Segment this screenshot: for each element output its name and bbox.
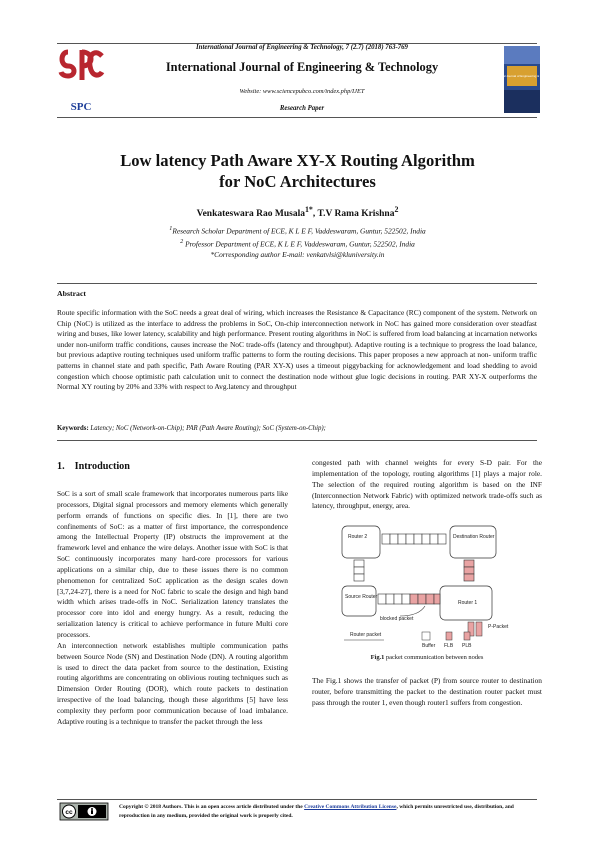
journal-citation: International Journal of Engineering & Technology, 7 (2.7) (2018) 763-769	[196, 44, 408, 51]
plb-legend-swatch	[464, 632, 470, 640]
license-link[interactable]: Creative Commons Attribution License	[304, 804, 397, 810]
cc-badge-text: cc	[65, 809, 73, 816]
paper-title-line1: Low latency Path Aware XY-X Routing Algorithm	[120, 151, 475, 170]
p-packet-label: P-Packet	[488, 624, 509, 630]
left-buffer-chain	[354, 560, 364, 581]
header-bottom-rule	[57, 117, 537, 118]
copyright-prefix: Copyright © 2018 Authors. This is an open access article distributed under the	[119, 804, 303, 810]
bottom-buffer-chain	[378, 594, 440, 604]
figure-1-diagram	[340, 524, 510, 652]
keywords-text: Latency; NoC (Network-on-Chip); PAR (Path Aware Routing); SoC (System-on-Chip);	[90, 425, 326, 432]
source-router-label: Source Router	[345, 594, 378, 600]
copyright-suffix: , which permits unrestricted use, distribution, and reproduction in any medium, provided the original work is properly cited.	[119, 804, 514, 819]
intro-paragraph-3: congested path with channel weights for every S-D pair. For the implementation of the topology, routing algorithms [1] plays a major role. The selection of the required routing algorithm is based on the INF (Interconnection Network Fabric) with optimized network trade-offs such as latency, throughput, energy, area.	[312, 458, 542, 511]
figure-1-caption-text: packet communication between nodes	[385, 654, 484, 661]
top-buffer-chain	[382, 534, 446, 544]
author-2-affiliation-mark: 2	[394, 205, 399, 214]
publisher-logo-text: SPC	[70, 101, 92, 113]
plb-column	[476, 622, 482, 636]
destination-router-box	[450, 526, 496, 558]
flb-legend-swatch	[446, 632, 452, 640]
affiliation-2-text: Professor Department of ECE, K L E F, Vaddeswaram, Guntur, 522502, India	[185, 239, 415, 249]
keywords	[57, 425, 537, 432]
section-number: 1.	[57, 461, 65, 472]
footer-rule	[57, 799, 537, 800]
section-title: Introduction	[74, 461, 130, 472]
journal-title: International Journal of Engineering & Technology	[165, 60, 439, 74]
destination-router-label: Destination Router	[453, 534, 495, 540]
affiliation-1	[60, 224, 535, 237]
affiliation-2-mark: 2	[180, 238, 184, 245]
right-column-top	[312, 458, 542, 512]
intro-paragraph-4: The Fig.1 shows the transfer of packet (P) from source router to destination router, before transmitting the packet to the destination router packet must pass through the router 1, even though router1 suffers from congestion.	[312, 676, 542, 707]
right-column-bottom	[312, 676, 542, 709]
source-router-box	[342, 586, 376, 616]
author-list: Venkateswara Rao Musala$^{1*}$, T.V Rama Krishna$^2$	[196, 205, 399, 220]
abstract-heading: Abstract	[57, 289, 87, 298]
abstract-text: Route specific information with the SoC needs a great deal of wiring, which increases the Resistance & Capacitance (RC) component of the system. Network on Chip (NoC) is utilized as the interface to address the problems in SoC, On-chip interconnection network in NoC has gained more consideration over steadfast wiring and buses, like lower latency, scalability and high performance. Present routing algorithms in NoC is suffered from load balancing at incarnation networks under non-uniform traffic conditions, causes increase the NoC trade-offs (latency and throughput). Adaptive routing is a technique to progress the load balance, but previous adaptive routing techniques used uniform traffic patterns to form the routing decisions. This paper proposes a new approach at non- uniform traffic patterns in channel state and path specific, Path Aware Routing (PAR XY-X) uses a timeout piggybacking for acknowledgement and load shedding to avoid congestion which choose optimistic path calculation unit to connect the destination node without glue logic decisions in routing. PAR XY-X outperforms the Normal XY routing by 20% and 33% with respect to Avg.latency and throughput	[57, 308, 537, 392]
author-1-affiliation-mark: 1*	[304, 205, 313, 214]
intro-paragraph-1: SoC is a sort of small scale framework that incorporates numerous parts like processors, Digital signal processors and memory elements which generally perform errands of functions on specific dies. In [1], there are two confinements of SoC: as a matter of first importance, the correspondence among the Intellectual Property (IP) obstructs the improvement at the framework level and enhance the wire delays. Another issue with SoC is that SoC continuously incorporates many hard-core processors for various applications on a similar chip, due to these issues there is no common phenomenon for centralized SoC application as the design scales down [3,7,24-27], there is a need for NoC fabric to scale the design and high band width which arises trade-offs in NoC. Serialization latency translates the processor core into idol and energy hungry. As a result, reducing the serialization latency is critical to achieve performance in future Multi core processors.	[57, 489, 288, 639]
article-type: Research Paper	[279, 105, 325, 112]
keywords-label: Keywords:	[57, 425, 89, 432]
abstract-top-rule	[57, 283, 537, 284]
affiliation-2	[60, 237, 535, 250]
buffer-legend-label: Buffer	[422, 643, 436, 649]
blocked-packet-label: blocked packet	[380, 616, 414, 622]
blocked-arrow	[400, 606, 425, 616]
router-2-box	[342, 526, 380, 558]
corresponding-author: *Corresponding author E-mail: venkatvlsi@kluniversity.in	[210, 249, 385, 259]
left-column	[57, 489, 288, 728]
figure-1-caption	[312, 654, 542, 661]
intro-paragraph-2: An interconnection network establishes multiple communication paths between Source Node (SN) and Destination Node (DN). A routing algorithm is used to direct the data packet from source to the destination, Existing routing algorithms are concentrating on oblivious routing techniques such as Dimension Order Routing (DOR), which route packets to destination irrespective of the load balancing, though these algorithms [5] have less complexity they perform poor communication because of load imbalance. Adaptive routing is a technique to transfer the packet through the less	[57, 640, 288, 726]
cc-license-badge[interactable]	[60, 803, 108, 820]
affiliations	[60, 224, 535, 260]
right-buffer-chain	[464, 560, 474, 581]
buffer-legend-swatch	[422, 632, 430, 640]
journal-website[interactable]: Website: www.sciencepubco.com/index.php/IJET	[239, 88, 365, 95]
publisher-logo	[58, 46, 104, 114]
router-2-label: Router 2	[348, 534, 368, 540]
plb-legend-label: PLB	[462, 643, 472, 649]
journal-cover-thumbnail	[488, 46, 556, 113]
router-1-label: Router 1	[458, 600, 478, 606]
paper-title-line2: for NoC Architectures	[219, 172, 376, 191]
author-2: T.V Rama Krishna	[317, 209, 395, 220]
figure-1-label: Fig.1	[370, 654, 385, 661]
flb-legend-label: FLB	[444, 643, 454, 649]
section-heading	[57, 461, 130, 472]
affiliation-1-text: Research Scholar Department of ECE, K L E F, Vaddeswaram, Guntur, 522502, India	[172, 226, 426, 236]
affiliation-1-mark: 1	[169, 226, 173, 232]
paper-title	[60, 150, 535, 192]
abstract-bottom-rule	[57, 440, 537, 441]
copyright-notice	[119, 803, 539, 821]
cover-text: International Journal of Engineering & Technology	[488, 74, 556, 78]
author-1: Venkateswara Rao Musala	[196, 209, 305, 220]
router-packet-label: Router packet	[350, 632, 382, 638]
